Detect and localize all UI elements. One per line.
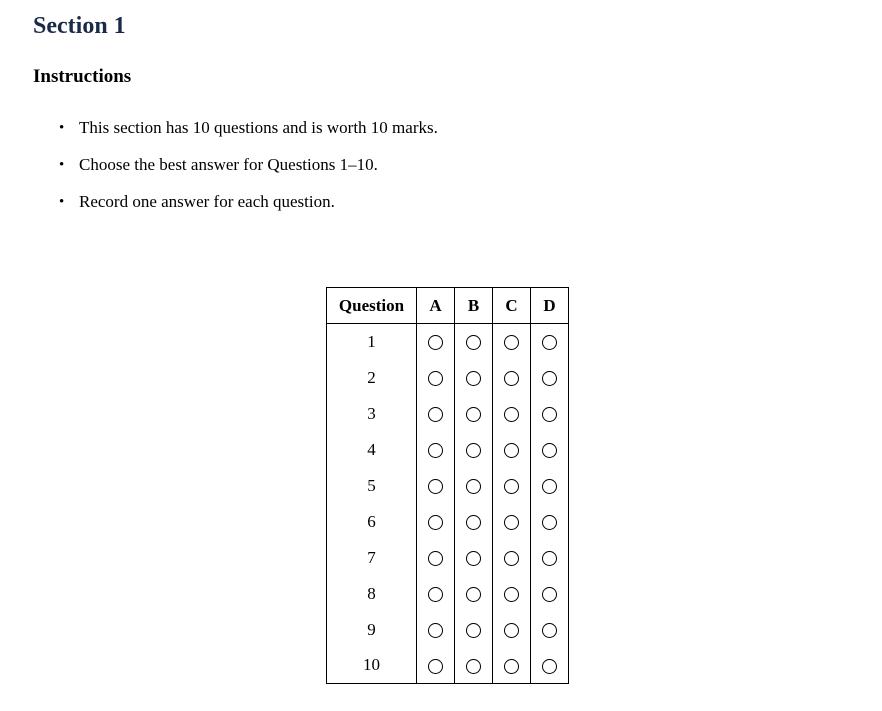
table-row xyxy=(327,576,569,612)
answer-bubble-d[interactable] xyxy=(542,659,557,674)
answer-bubble-d[interactable] xyxy=(542,407,557,422)
answer-cell-c xyxy=(493,648,531,684)
option-c-column-header: C xyxy=(493,288,531,324)
answer-bubble-b[interactable] xyxy=(466,551,481,566)
answer-bubble-c[interactable] xyxy=(504,659,519,674)
table-row xyxy=(327,360,569,396)
answer-bubble-b[interactable] xyxy=(466,587,481,602)
instruction-text: This section has 10 questions and is worth 10 marks. xyxy=(79,118,438,137)
answer-bubble-b[interactable] xyxy=(466,407,481,422)
instructions-heading: Instructions xyxy=(33,66,132,87)
answer-cell-c xyxy=(493,360,531,396)
answer-bubble-c[interactable] xyxy=(504,335,519,350)
option-a-column-header: A xyxy=(417,288,455,324)
answer-cell-d xyxy=(531,360,569,396)
answer-bubble-d[interactable] xyxy=(542,371,557,386)
answer-bubble-c[interactable] xyxy=(504,371,519,386)
answer-cell-c xyxy=(493,432,531,468)
answer-sheet-header-row xyxy=(327,288,569,324)
answer-bubble-c[interactable] xyxy=(504,623,519,638)
answer-cell-d xyxy=(531,468,569,504)
answer-cell-a xyxy=(417,396,455,432)
table-row xyxy=(327,504,569,540)
answer-cell-d xyxy=(531,504,569,540)
bullet-icon: • xyxy=(59,120,65,136)
question-number: 10 xyxy=(327,648,417,684)
answer-bubble-a[interactable] xyxy=(428,479,443,494)
answer-cell-a xyxy=(417,468,455,504)
answer-bubble-a[interactable] xyxy=(428,623,443,638)
question-number: 9 xyxy=(327,612,417,648)
answer-cell-c xyxy=(493,396,531,432)
answer-sheet-table xyxy=(326,287,569,684)
bullet-icon: • xyxy=(59,157,65,173)
answer-cell-b xyxy=(455,360,493,396)
table-row xyxy=(327,648,569,684)
answer-bubble-d[interactable] xyxy=(542,515,557,530)
question-column-header: Question xyxy=(327,288,417,324)
instruction-item xyxy=(57,153,438,177)
instruction-item xyxy=(57,190,438,214)
table-row xyxy=(327,540,569,576)
answer-cell-a xyxy=(417,432,455,468)
answer-cell-c xyxy=(493,540,531,576)
question-number: 2 xyxy=(327,360,417,396)
answer-cell-d xyxy=(531,612,569,648)
answer-cell-d xyxy=(531,324,569,360)
question-number: 4 xyxy=(327,432,417,468)
answer-cell-c xyxy=(493,576,531,612)
question-number: 7 xyxy=(327,540,417,576)
answer-bubble-c[interactable] xyxy=(504,587,519,602)
answer-cell-b xyxy=(455,396,493,432)
answer-bubble-b[interactable] xyxy=(466,623,481,638)
answer-bubble-d[interactable] xyxy=(542,335,557,350)
table-row xyxy=(327,396,569,432)
answer-cell-a xyxy=(417,612,455,648)
answer-bubble-a[interactable] xyxy=(428,443,443,458)
table-row xyxy=(327,612,569,648)
answer-bubble-a[interactable] xyxy=(428,551,443,566)
answer-cell-c xyxy=(493,468,531,504)
question-number: 1 xyxy=(327,324,417,360)
answer-bubble-a[interactable] xyxy=(428,335,443,350)
answer-bubble-c[interactable] xyxy=(504,443,519,458)
instruction-item xyxy=(57,116,438,140)
answer-cell-a xyxy=(417,576,455,612)
instruction-text: Choose the best answer for Questions 1–10. xyxy=(79,155,378,174)
question-number: 6 xyxy=(327,504,417,540)
answer-bubble-a[interactable] xyxy=(428,587,443,602)
answer-bubble-c[interactable] xyxy=(504,515,519,530)
answer-cell-d xyxy=(531,396,569,432)
bullet-icon: • xyxy=(59,194,65,210)
answer-bubble-c[interactable] xyxy=(504,551,519,566)
answer-cell-b xyxy=(455,324,493,360)
answer-cell-b xyxy=(455,648,493,684)
answer-bubble-d[interactable] xyxy=(542,551,557,566)
instruction-text: Record one answer for each question. xyxy=(79,192,335,211)
answer-cell-d xyxy=(531,432,569,468)
answer-bubble-b[interactable] xyxy=(466,443,481,458)
question-number: 5 xyxy=(327,468,417,504)
answer-bubble-a[interactable] xyxy=(428,515,443,530)
answer-cell-d xyxy=(531,540,569,576)
answer-bubble-b[interactable] xyxy=(466,659,481,674)
answer-bubble-c[interactable] xyxy=(504,407,519,422)
answer-bubble-a[interactable] xyxy=(428,407,443,422)
question-number: 3 xyxy=(327,396,417,432)
answer-bubble-b[interactable] xyxy=(466,335,481,350)
section-title: Section 1 xyxy=(33,13,126,39)
answer-cell-c xyxy=(493,612,531,648)
answer-cell-b xyxy=(455,504,493,540)
answer-cell-a xyxy=(417,540,455,576)
answer-bubble-d[interactable] xyxy=(542,587,557,602)
answer-bubble-d[interactable] xyxy=(542,623,557,638)
answer-cell-a xyxy=(417,648,455,684)
table-row xyxy=(327,468,569,504)
answer-cell-a xyxy=(417,360,455,396)
answer-cell-b xyxy=(455,612,493,648)
answer-cell-c xyxy=(493,504,531,540)
answer-cell-d xyxy=(531,576,569,612)
answer-cell-a xyxy=(417,324,455,360)
answer-cell-d xyxy=(531,648,569,684)
answer-bubble-b[interactable] xyxy=(466,371,481,386)
answer-cell-a xyxy=(417,504,455,540)
answer-cell-c xyxy=(493,324,531,360)
answer-bubble-b[interactable] xyxy=(466,515,481,530)
answer-bubble-b[interactable] xyxy=(466,479,481,494)
answer-cell-b xyxy=(455,468,493,504)
option-d-column-header: D xyxy=(531,288,569,324)
answer-bubble-a[interactable] xyxy=(428,371,443,386)
answer-bubble-d[interactable] xyxy=(542,443,557,458)
table-row xyxy=(327,324,569,360)
question-number: 8 xyxy=(327,576,417,612)
answer-cell-b xyxy=(455,540,493,576)
answer-cell-b xyxy=(455,432,493,468)
answer-bubble-d[interactable] xyxy=(542,479,557,494)
instructions-list xyxy=(57,116,438,227)
table-row xyxy=(327,432,569,468)
answer-bubble-c[interactable] xyxy=(504,479,519,494)
answer-bubble-a[interactable] xyxy=(428,659,443,674)
answer-cell-b xyxy=(455,576,493,612)
option-b-column-header: B xyxy=(455,288,493,324)
